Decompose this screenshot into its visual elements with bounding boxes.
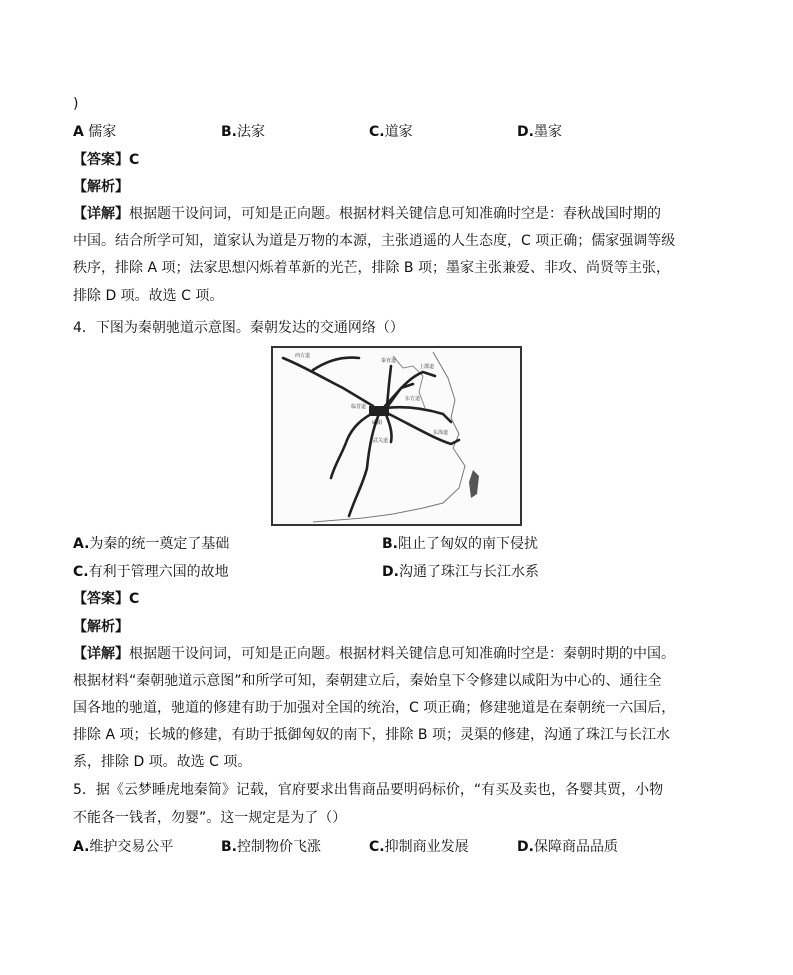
q3-detail-line-4: 排除 D 项。故选 C 项。 bbox=[73, 288, 224, 304]
qin-road-map bbox=[271, 346, 522, 526]
q3-analysis-label: 【解析】 bbox=[73, 179, 129, 195]
q3-options bbox=[73, 122, 733, 142]
q3-option-b[interactable]: B.法家 bbox=[221, 124, 265, 140]
q3-detail-line-1: 【详解】根据题干设问词，可知是正向题。根据材料关键信息可知准确时空是：春秋战国时期的 bbox=[73, 206, 661, 222]
q4-options-row-2 bbox=[73, 562, 733, 582]
q3-detail-line-2: 中国。结合所学可知，道家认为道是万物的本源，主张逍遥的人生态度，C 项正确；儒家强调等级 bbox=[73, 233, 676, 249]
qin-road-map-drawing bbox=[273, 348, 520, 524]
q4-option-a[interactable]: A.为秦的统一奠定了基础 bbox=[73, 536, 230, 552]
southwest-road bbox=[331, 412, 375, 478]
q3-option-d[interactable]: D.墨家 bbox=[517, 124, 562, 140]
q4-detail-line-3: 国各地的驰道，驰道的修建有助于加强对全国的统治，C 项正确；修建驰道是在秦朝统一六国后， bbox=[73, 700, 676, 716]
donghai-road bbox=[385, 412, 459, 444]
q4-option-b[interactable]: B.阻止了匈奴的南下侵扰 bbox=[382, 536, 538, 552]
q4-option-d[interactable]: D.沟通了珠江与长江水系 bbox=[382, 564, 539, 580]
map-label-linjin-road: 临晋道 bbox=[351, 404, 367, 410]
q5-option-c[interactable]: C.抑制商业发展 bbox=[369, 839, 469, 855]
q5-stem-line-2: 不能各一钱者，勿婴”。这一规定是为了（） bbox=[73, 810, 347, 826]
west-road-branch bbox=[313, 358, 359, 371]
taiwan-island bbox=[469, 470, 479, 498]
map-label-wuguan-road: 武关道 bbox=[373, 438, 389, 444]
q3-answer: 【答案】C bbox=[73, 152, 140, 168]
q5-option-b[interactable]: B.控制物价飞涨 bbox=[221, 839, 321, 855]
q3-stem-end: ) bbox=[73, 96, 79, 112]
q4-answer: 【答案】C bbox=[73, 591, 140, 607]
q4-detail-line-1: 【详解】根据题干设问词，可知是正向题。根据材料关键信息可知准确时空是：秦朝时期的中国。 bbox=[73, 646, 675, 662]
q4-options-row-1 bbox=[73, 534, 733, 554]
q5-stem-line-1: 5．据《云梦睡虎地秦简》记载，官府要求出售商品要明码标价，“有买及卖也，各婴其贾，小物 bbox=[73, 782, 664, 798]
q5-option-d[interactable]: D.保障商品品质 bbox=[517, 839, 618, 855]
q3-option-a[interactable]: A 儒家 bbox=[73, 124, 117, 140]
map-label-west-road: 西方道 bbox=[295, 353, 311, 359]
map-label-straight-road: 秦直道 bbox=[381, 358, 397, 364]
road-network bbox=[283, 358, 459, 517]
map-label-xianyang: 咸阳 bbox=[372, 420, 383, 426]
q3-detail-line-3: 秩序，排除 A 项；法家思想闪烁着革新的光芒，排除 B 项；墨家主张兼爱、非攻、尚贤等主张， bbox=[73, 260, 670, 276]
q4-detail-line-4: 排除 A 项；长城的修建，有助于抵御匈奴的南下，排除 B 项；灵渠的修建，沟通了珠江与长江水 bbox=[73, 727, 670, 743]
q3-option-c[interactable]: C.道家 bbox=[369, 124, 413, 140]
q5-option-a[interactable]: A.维护交易公平 bbox=[73, 839, 174, 855]
map-label-donghai-road: 东海道 bbox=[433, 430, 449, 436]
xianyang-marker bbox=[369, 406, 389, 416]
east-road bbox=[385, 407, 451, 422]
map-label-east-road: 东方道 bbox=[405, 396, 421, 402]
q4-stem: 4．下图为秦朝驰道示意图。秦朝发达的交通网络（） bbox=[73, 320, 404, 336]
west-road bbox=[283, 358, 373, 406]
q4-detail-line-2: 根据材料“秦朝驰道示意图”和所学可知，秦朝建立后，秦始皇下令修建以咸阳为中心的、通往全 bbox=[73, 673, 662, 689]
q4-analysis-label: 【解析】 bbox=[73, 619, 129, 635]
q4-option-c[interactable]: C.有利于管理六国的故地 bbox=[73, 564, 229, 580]
q5-options bbox=[73, 837, 733, 857]
q4-detail-line-5: 系，排除 D 项。故选 C 项。 bbox=[73, 754, 252, 770]
map-label-shangjun-road: 上郡道 bbox=[419, 364, 435, 370]
